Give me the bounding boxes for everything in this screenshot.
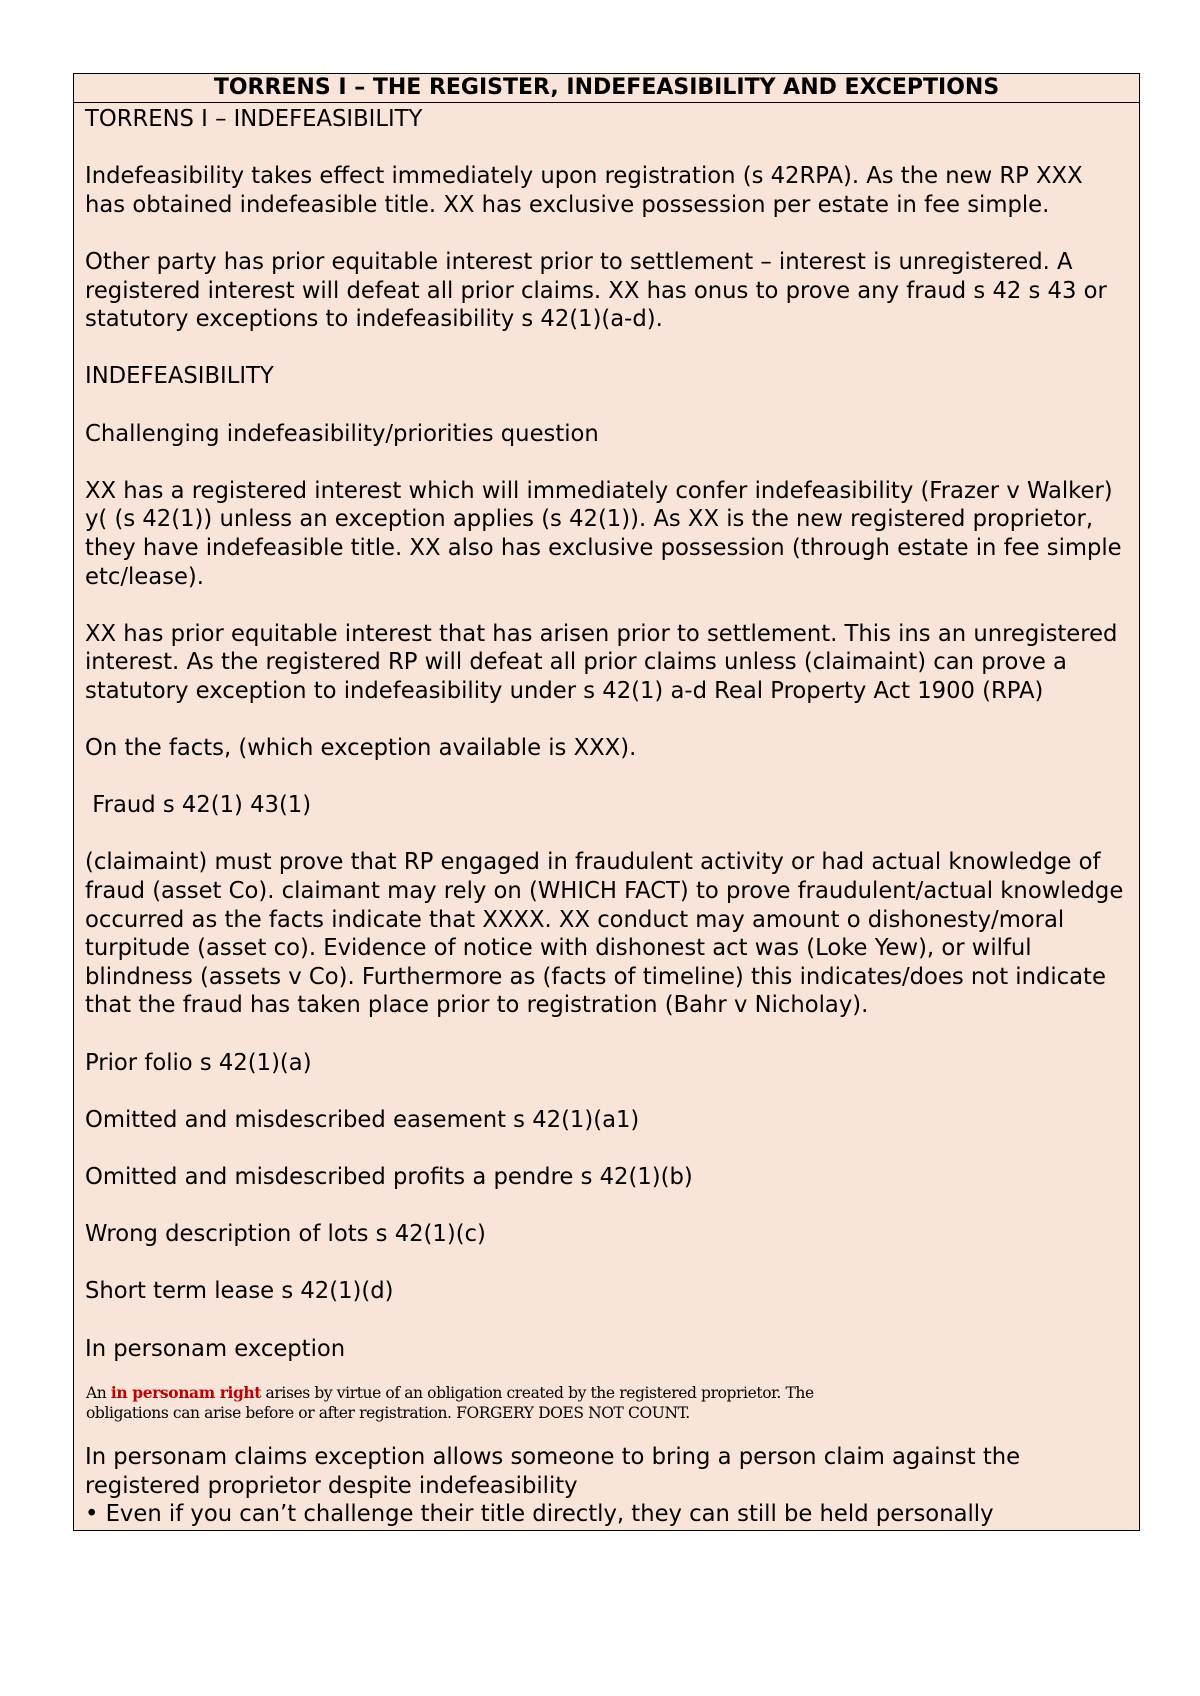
paragraph: XX has a registered interest which will immediately confer indefeasibility (Frazer v Walker) y( (s 42(1)) unless an exception applies (s 42(1)). As XX is the new registered proprietor, they have indefeasible title. XX also has exclusive possession (through estate in fee simple etc/lease). — [85, 477, 1122, 590]
paragraph: (claimaint) must prove that RP engaged in fraudulent activity or had actual knowledge of fraud (asset Co). claimant may rely on (WHICH FACT) to prove fraudulent/actual knowledge occurred as the facts indicate that XXXX. XX conduct may amount o dishonesty/moral turpitude (asset co). Evidence of notice with dishonest act was (Loke Yew), or wilful blindness (assets v Co). Furthermore as (facts of timeline) this indicates/does not indicate that the fraud has taken place prior to registration (Bahr v Nicholay). — [85, 849, 1124, 1019]
quote-line2: obligations can arise before or after registration. FORGERY DOES NOT COUNT. — [86, 1404, 690, 1423]
exception-item: Omitted and misdescribed profits a pendre s 42(1)(b) — [85, 1163, 693, 1190]
exception-item: Prior folio s 42(1)(a) — [85, 1049, 312, 1076]
section-heading: INDEFEASIBILITY — [85, 363, 274, 390]
section-heading: TORRENS I – INDEFEASIBILITY — [85, 106, 423, 132]
notes-table — [73, 73, 1140, 1531]
paragraph: Challenging indefeasibility/priorities question — [85, 420, 599, 447]
exception-item: In personam exception — [85, 1335, 346, 1362]
table-body — [74, 103, 1139, 1530]
quote-block — [86, 1383, 1129, 1423]
quote-pre: An — [86, 1384, 111, 1403]
paragraph: In personam claims exception allows someone to bring a person claim against the registered proprietor despite indefeasibility — [85, 1444, 1021, 1499]
paragraph: On the facts, (which exception available is XXX). — [85, 735, 637, 762]
exception-item: Omitted and misdescribed easement s 42(1)(a1) — [85, 1106, 640, 1133]
quote-line1: arises by virtue of an obligation created by the registered proprietor. The — [261, 1384, 814, 1403]
paragraph: Indefeasibility takes effect immediately upon registration (s 42RPA). As the new RP XXX has obtained indefeasible title. XX has exclusive possession per estate in fee simple. — [85, 163, 1083, 218]
paragraph: XX has prior equitable interest that has arisen prior to settlement. This ins an unregistered interest. As the registered RP will defeat all prior claims unless (claimaint) can prove a statutory exception to indefeasibility under s 42(1) a-d Real Property Act 1900 (RPA) — [85, 620, 1118, 704]
exception-item: Wrong description of lots s 42(1)(c) — [85, 1221, 486, 1248]
table-header: TORRENS I – THE REGISTER, INDEFEASIBILITY AND EXCEPTIONS — [74, 74, 1139, 103]
quote-highlight: in personam right — [110, 1383, 262, 1403]
paragraph: Fraud s 42(1) 43(1) — [85, 792, 312, 819]
paragraph: Other party has prior equitable interest prior to settlement – interest is unregistered. A registered interest will defeat all prior claims. XX has onus to prove any fraud s 42 s 43 or statutory exceptions to indefeasibility s 42(1)(a-d). — [85, 248, 1107, 333]
bullet-item: • Even if you can’t challenge their title directly, they can still be held personally — [85, 1501, 994, 1528]
exception-item: Short term lease s 42(1)(d) — [85, 1278, 394, 1305]
